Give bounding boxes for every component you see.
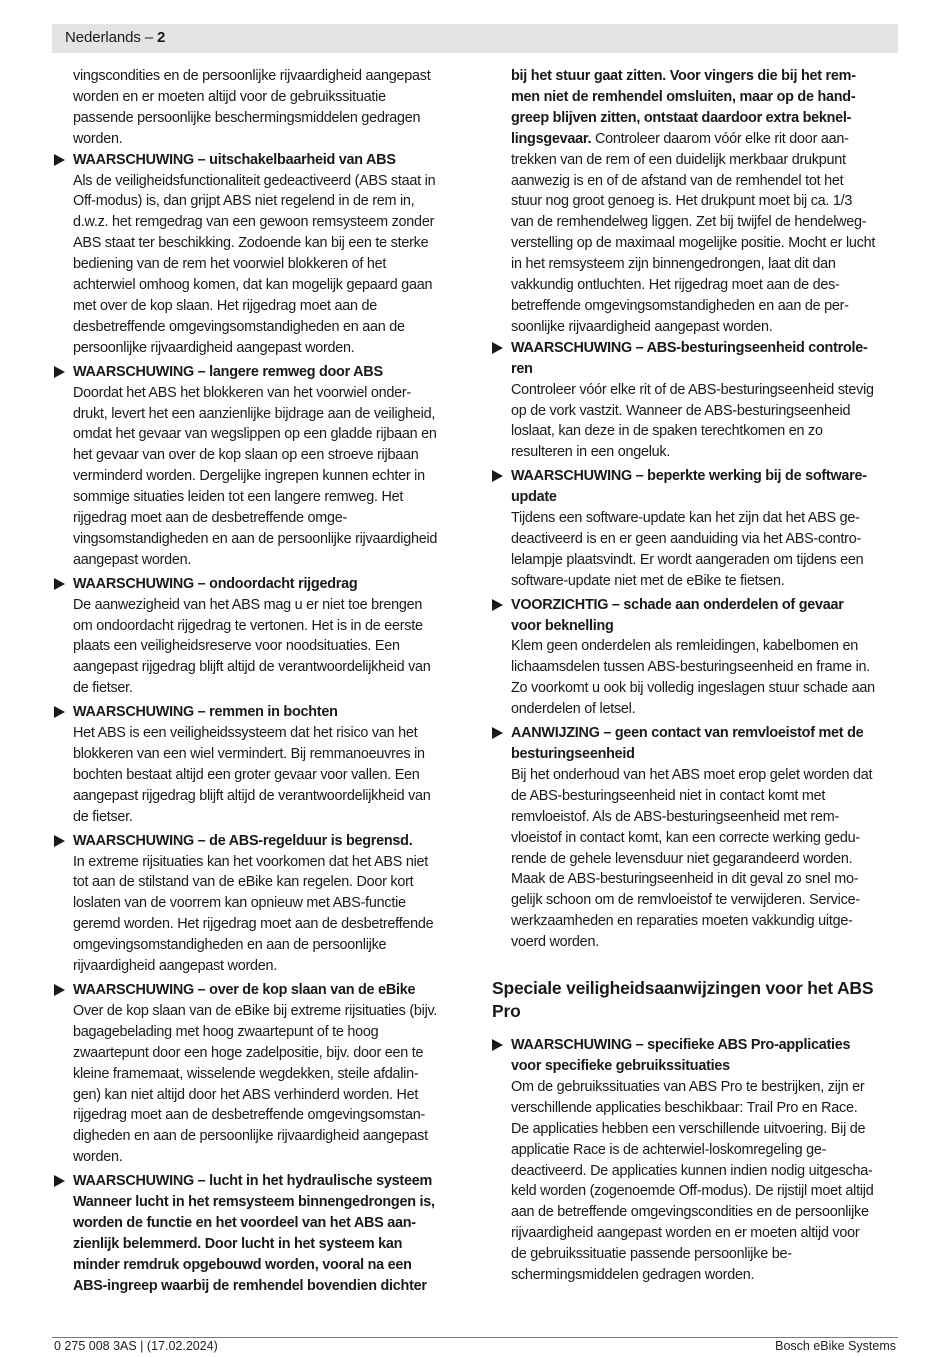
- warning-item-braking-in-bends: [54, 702, 438, 827]
- note-title: AANWIJZING – geen contact van remvloeistof met de besturingseenheid: [511, 725, 864, 762]
- warning-body: Als de veiligheidsfunctionaliteit gedeactiveerd (ABS staat in Off-modus) is, dan grijpt ABS niet regelend in de rem in, d.w.z. het remgedrag van een gewoon remsysteem zonder ABS staat ter beschikking. Zodoende kan bij een te sterke bediening van de rem het voorwiel blokkeren of het achterwiel omhoog komen, dat kan mogelijk gepaard gaan met over de kop slaan. Het rijgedrag moet aan de desbetreffende omgevingsomstandigheden en aan de persoonlijke rijvaardigheid aangepast worden.: [73, 172, 436, 356]
- warning-title: WAARSCHUWING – lucht in het hydraulische systeem: [73, 1173, 433, 1190]
- warning-body: In extreme rijsituaties kan het voorkomen dat het ABS niet tot aan de stilstand van de eBike kan regelen. Door kort loslaten van de voorrem kan opnieuw met ABS-functie geremd worden. Het rijgedrag moet aan de desbetreffende omgevingsomstandigheden en aan de persoonlijke rijvaardigheid aangepast worden.: [73, 853, 434, 975]
- warning-item-longer-braking: [54, 362, 438, 571]
- warning-title: WAARSCHUWING – specifieke ABS Pro-applicaties voor specifieke gebruikssituaties: [511, 1037, 851, 1074]
- continuation-bold-text: bij het stuur gaat zitten. Voor vingers die bij het remmen niet de remhendel omsluiten, maar op de handgreep blijven zitten, ontstaat daardoor extra beknellingsgevaar.: [511, 68, 857, 147]
- caution-body: Klem geen onderdelen als remleidingen, kabelbomen en lichaamsdelen tussen ABS-besturingseenheid en frame in. Zo voorkomt u ook bij volledig ingeslagen stuur schade aan onderdelen of letsel.: [511, 638, 875, 718]
- note-item-brake-fluid: [492, 723, 876, 953]
- warning-title: WAARSCHUWING – beperkte werking bij de softwareupdate: [511, 468, 868, 506]
- footer-divider: [52, 1337, 898, 1338]
- section-heading-abs-pro: Speciale veiligheidsaanwijzingen voor het ABS Pro: [492, 978, 874, 1022]
- warning-title: WAARSCHUWING – ABS-besturingseenheid controleren: [511, 339, 868, 377]
- warning-title: WAARSCHUWING – ondoordacht rijgedrag: [73, 575, 358, 592]
- warning-item-abs-switch-off: [54, 150, 438, 359]
- bullet-arrow-icon: [54, 1175, 65, 1187]
- warning-body: Het ABS is een veiligheidssysteem dat het risico van het blokkeren van een wiel vermindert. Bij remmanoeuvres in bochten bestaat altijd een groter gevaar voor vallen. Een aangepast rijgedrag blijft altijd de verantwoordelijkheid van de fietser.: [73, 725, 431, 825]
- left-column: [54, 66, 438, 1300]
- caution-item-pinching: [492, 595, 876, 720]
- warning-item-abs-pro-applications: [492, 1035, 876, 1286]
- document-code: 0 275 008 3AS | (17.02.2024): [54, 1339, 218, 1353]
- warning-item-overturning: [54, 980, 438, 1168]
- page-header: [52, 24, 898, 53]
- bullet-arrow-icon: [492, 727, 503, 739]
- warning-body: Tijdens een software-update kan het zijn dat het ABS gedeactiveerd is en er geen aanduiding via het ABS-controlelampje plaatsvindt. Er wordt aangeraden om tijdens een software-update niet met de eBike te fietsen.: [511, 510, 864, 589]
- caution-title: VOORZICHTIG – schade aan onderdelen of gevaar voor beknelling: [511, 596, 844, 634]
- bullet-arrow-icon: [54, 835, 65, 847]
- bullet-arrow-icon: [492, 1039, 503, 1051]
- warning-item-check-control-unit: [492, 338, 876, 463]
- warning-body: Doordat het ABS het blokkeren van het voorwiel onderdrukt, levert het een aanzienlijke bijdrage aan de veiligheid, omdat het gevaar van wegslippen op een gladde rijbaan en het gevaar van over de kop slaan op een stroeve rijbaan verminderd worden. Dergelijke ingrepen kunnen echter in sommige situaties leiden tot een langere remweg. Het rijgedrag moet aan de desbetreffende omgevingsomstandigheden en aan de persoonlijke rijvaardigheid aangepast worden.: [73, 384, 438, 568]
- warning-body: Om de gebruikssituaties van ABS Pro te bestrijken, zijn er verschillende applicaties beschikbaar: Trail Pro en Race. De applicaties hebben een verschillende uitvoering. Bij de applicatie Race is de achterwiel-loskomregeling gedeactiveerd. De applicaties kunnen indien nodig uitgeschakeld worden (zogenoemde Off-modus). De rijstijl moet altijd aan de betreffende omgevingscondities en de persoonlijke rijvaardigheid aangepast worden en er moeten altijd voor de gebruikssituatie passende persoonlijke beschermingsmiddelen gedragen worden.: [511, 1078, 874, 1284]
- bullet-arrow-icon: [492, 470, 503, 482]
- warning-item-software-update: [492, 466, 876, 591]
- bullet-arrow-icon: [54, 366, 65, 378]
- note-body: Bij het onderhoud van het ABS moet erop gelet worden dat de ABS-besturingseenheid niet in contact komt met remvloeistof. Als de ABS-besturingseenheid met remvloeistof in contact komt, kan een correcte werking gedurende de gehele levensduur niet gegarandeerd worden. Maak de ABS-besturingseenheid in dit geval zo snel mogelijk schoon om de remvloeistof te verwijderen. Servicewerkzaamheden en reparaties moeten vakkundig uitgevoerd worden.: [511, 766, 873, 951]
- bullet-arrow-icon: [54, 706, 65, 718]
- bullet-arrow-icon: [54, 984, 65, 996]
- continuation-text: Controleer daarom vóór elke rit door aantrekken van de rem of een duidelijk merkbaar drukpunt aanwezig is en of de afstand van de remhendel tot het stuur nog groot genoeg is. Het drukpunt moet bij ca. 1/3 van de remhendelweg liggen. Zet bij twijfel de hendelwegverstelling op de maximaal mogelijke positie. Mocht er lucht in het remsysteem zijn binnengedrongen, laat dit dan vakkundig ontluchten. Het rijgedrag moet aan de desbetreffende omgevingsomstandigheden en aan de persoonlijke rijvaardigheid aangepast worden.: [511, 130, 876, 335]
- right-column: [492, 66, 876, 1289]
- warning-title: WAARSCHUWING – uitschakelbaarheid van ABS: [73, 151, 396, 168]
- footer-brand: Bosch eBike Systems: [775, 1339, 896, 1353]
- continuation-paragraph: [511, 66, 876, 338]
- bullet-arrow-icon: [492, 599, 503, 611]
- warning-item-careless-riding: [54, 574, 438, 699]
- warning-body: De aanwezigheid van het ABS mag u er niet toe brengen om ondoordacht rijgedrag te vertonen. Het is in de eerste plaats een veiligheidsreserve voor noodsituaties. Een aangepast rijgedrag blijft altijd de verantwoordelijkheid van de fietser.: [73, 596, 431, 697]
- page-number: 2: [156, 29, 166, 46]
- bullet-arrow-icon: [54, 578, 65, 590]
- warning-title: WAARSCHUWING – de ABS-regelduur is begrensd.: [73, 832, 413, 849]
- bullet-arrow-icon: [54, 154, 65, 166]
- warning-title: WAARSCHUWING – langere remweg door ABS: [73, 363, 383, 380]
- bullet-arrow-icon: [492, 342, 503, 354]
- warning-body-bold: Wanneer lucht in het remsysteem binnengedrongen is, worden de functie en het voordeel van het ABS aanzienlijk belemmerd. Door lucht in het systeem kan minder remdruk opgebouwd worden, vooral na een ABS-ingreep waarbij de remhendel bovendien dichter: [73, 1194, 435, 1294]
- warning-body: Over de kop slaan van de eBike bij extreme rijsituaties (bijv. bagagebelading met hoog zwaartepunt of te hoog zwaartepunt door een hoge zadelpositie, bijv. door een te kleine framemaat, wisselende wegdekken, steile afdalingen) kan niet altijd door het ABS verhinderd worden. Het rijgedrag moet aan de desbetreffende omgevingsomstandigheden en aan de persoonlijke rijvaardigheid aangepast worden.: [73, 1002, 438, 1166]
- warning-item-air-in-hydraulics: [54, 1171, 438, 1296]
- warning-title: WAARSCHUWING – remmen in bochten: [73, 704, 338, 721]
- header-separator: –: [144, 29, 153, 46]
- warning-title: WAARSCHUWING – over de kop slaan van de eBike: [73, 981, 416, 998]
- header-language: Nederlands: [65, 29, 141, 46]
- intro-paragraph: vingscondities en de persoonlijke rijvaardigheid aangepast worden en er moeten altijd voor de gebruikssituatie passende persoonlijke beschermingsmiddelen gedragen worden.: [73, 68, 431, 147]
- warning-body: Controleer vóór elke rit of de ABS-besturingseenheid stevig op de vork vastzit. Wanneer de ABS-besturingseenheid loslaat, kan deze in de spaken terechtkomen en zo resulteren in een ongeluk.: [511, 381, 874, 461]
- warning-item-abs-control-duration: [54, 831, 438, 977]
